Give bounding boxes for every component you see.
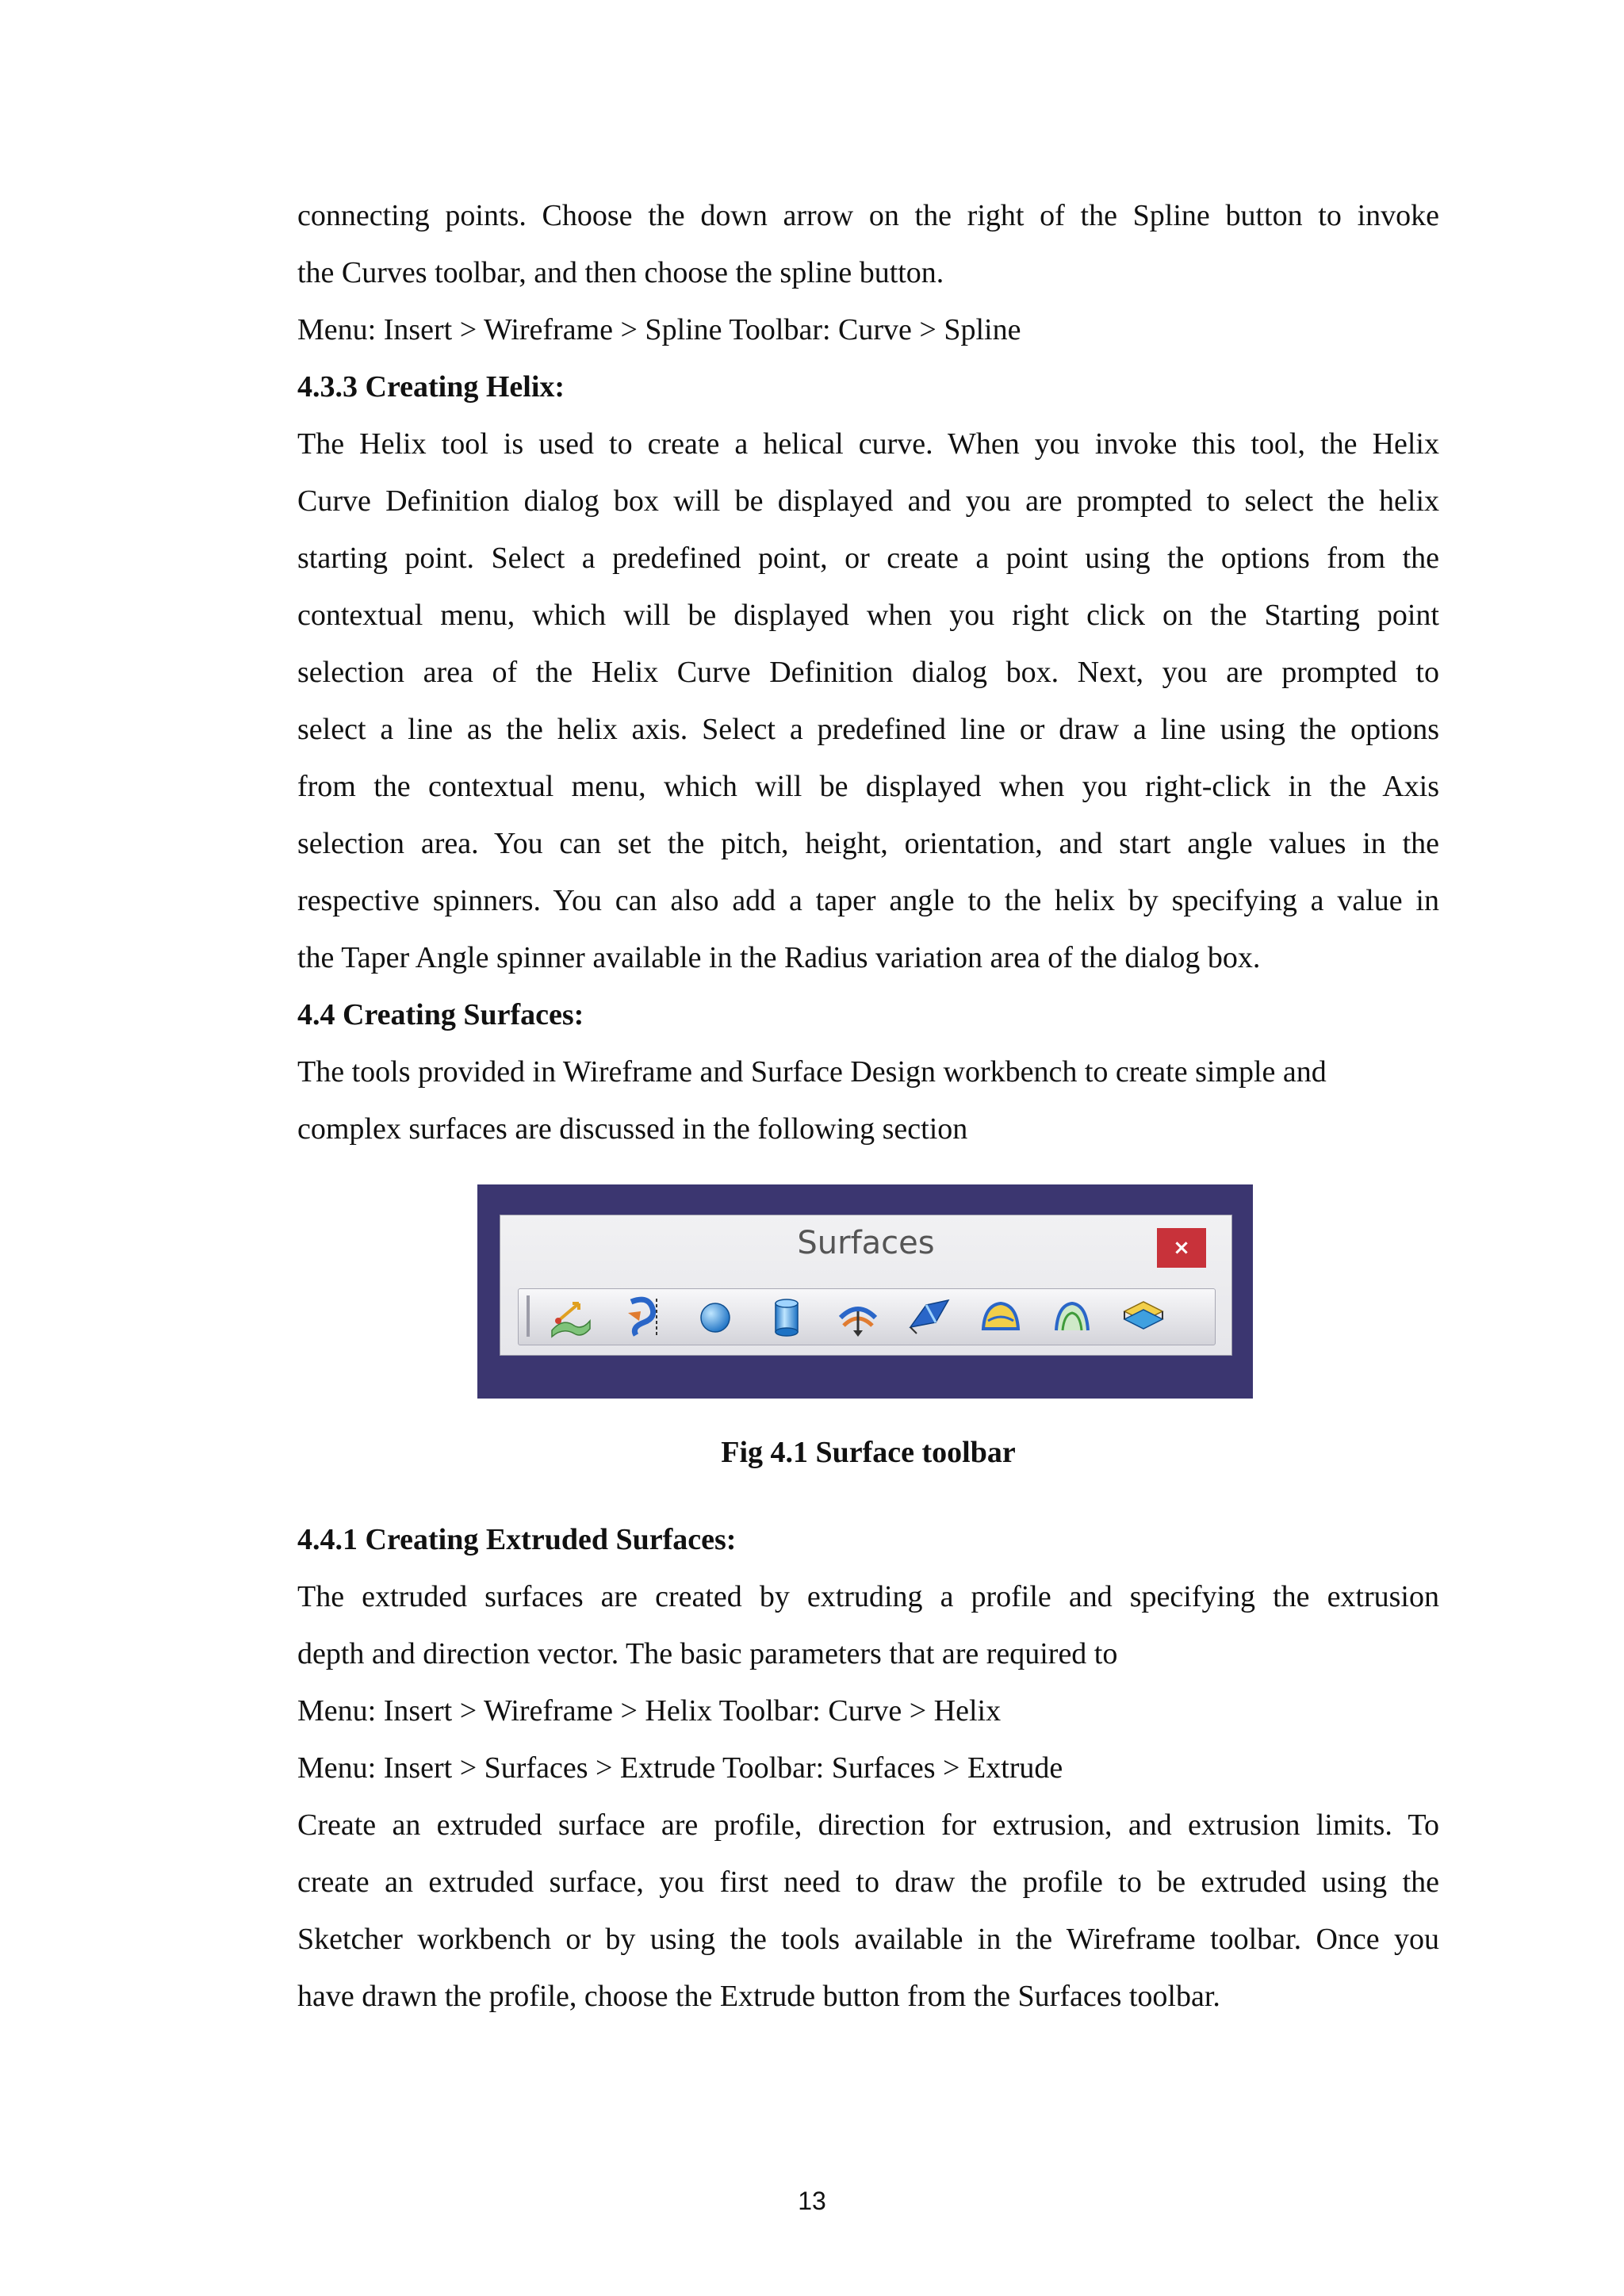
sweep-icon[interactable] — [906, 1294, 953, 1340]
paragraph-line: selection area. You can set the pitch, height, orientation, and start angle values in the — [297, 827, 1439, 860]
paragraph-line: select a line as the helix axis. Select a predefined line or draw a line using the options — [297, 713, 1439, 746]
extrude-icon[interactable] — [547, 1294, 595, 1340]
menu-path-line: Menu: Insert > Wireframe > Helix Toolbar: Curve > Helix — [297, 1694, 1002, 1728]
paragraph-line: Sketcher workbench or by using the tools available in the Wireframe toolbar. Once you — [297, 1923, 1439, 1956]
paragraph-line: from the contextual menu, which will be displayed when you right-click in the Axis — [297, 770, 1439, 803]
paragraph-line: connecting points. Choose the down arrow on the right of the Spline button to invoke — [297, 199, 1439, 232]
surfaces-toolbar-figure — [477, 1184, 1253, 1399]
figure-caption: Fig 4.1 Surface toolbar — [721, 1436, 1016, 1469]
offset-icon[interactable] — [834, 1294, 882, 1340]
body-text-bottom — [297, 1511, 1439, 2025]
paragraph-line: selection area of the Helix Curve Definition dialog box. Next, you are prompted to — [297, 656, 1439, 689]
paragraph-line: contextual menu, which will be displayed when you right click on the Starting point — [297, 599, 1439, 632]
paragraph-line: Curve Definition dialog box will be displayed and you are prompted to select the helix — [297, 484, 1439, 518]
toolbar-grip-handle[interactable] — [527, 1295, 530, 1337]
close-button[interactable]: × — [1157, 1228, 1206, 1268]
section-heading: 4.4 Creating Surfaces: — [297, 998, 584, 1031]
paragraph-line: The Helix tool is used to create a helical curve. When you invoke this tool, the Helix — [297, 427, 1439, 461]
revolve-icon[interactable] — [620, 1294, 668, 1340]
toolbar-icon-strip — [518, 1288, 1216, 1345]
paragraph-line: The extruded surfaces are created by extruding a profile and specifying the extrusion — [297, 1580, 1439, 1613]
paragraph-line: have drawn the profile, choose the Extrude button from the Surfaces toolbar. — [297, 1980, 1220, 2013]
blend-icon[interactable] — [1120, 1294, 1167, 1340]
fill-icon[interactable] — [977, 1294, 1025, 1340]
paragraph-line: depth and direction vector. The basic parameters that are required to — [297, 1637, 1118, 1670]
toolbar-title: Surfaces — [797, 1225, 935, 1261]
paragraph-line: create an extruded surface, you first need to draw the profile to be extruded using the — [297, 1866, 1439, 1899]
paragraph-line: starting point. Select a predefined point, or create a point using the options from the — [297, 541, 1439, 575]
body-text-top — [297, 187, 1439, 1158]
paragraph-line: the Curves toolbar, and then choose the spline button. — [297, 256, 944, 289]
surfaces-toolbar — [500, 1215, 1232, 1356]
paragraph-line: respective spinners. You can also add a taper angle to the helix by specifying a value in — [297, 884, 1439, 917]
section-heading: 4.3.3 Creating Helix: — [297, 370, 565, 404]
page-number: 13 — [798, 2187, 826, 2215]
section-heading: 4.4.1 Creating Extruded Surfaces: — [297, 1523, 737, 1556]
menu-path-line: Menu: Insert > Surfaces > Extrude Toolbar: Surfaces > Extrude — [297, 1751, 1063, 1785]
cylinder-icon[interactable] — [763, 1294, 810, 1340]
paragraph-line: the Taper Angle spinner available in the Radius variation area of the dialog box. — [297, 941, 1261, 974]
paragraph-line: complex surfaces are discussed in the following section — [297, 1112, 968, 1146]
sphere-icon[interactable] — [691, 1294, 739, 1340]
menu-path-line: Menu: Insert > Wireframe > Spline Toolbar: Curve > Spline — [297, 313, 1021, 346]
multi-section-icon[interactable] — [1048, 1294, 1096, 1340]
paragraph-line: The tools provided in Wireframe and Surface Design workbench to create simple and — [297, 1055, 1327, 1089]
paragraph-line: Create an extruded surface are profile, direction for extrusion, and extrusion limits. To — [297, 1808, 1439, 1842]
